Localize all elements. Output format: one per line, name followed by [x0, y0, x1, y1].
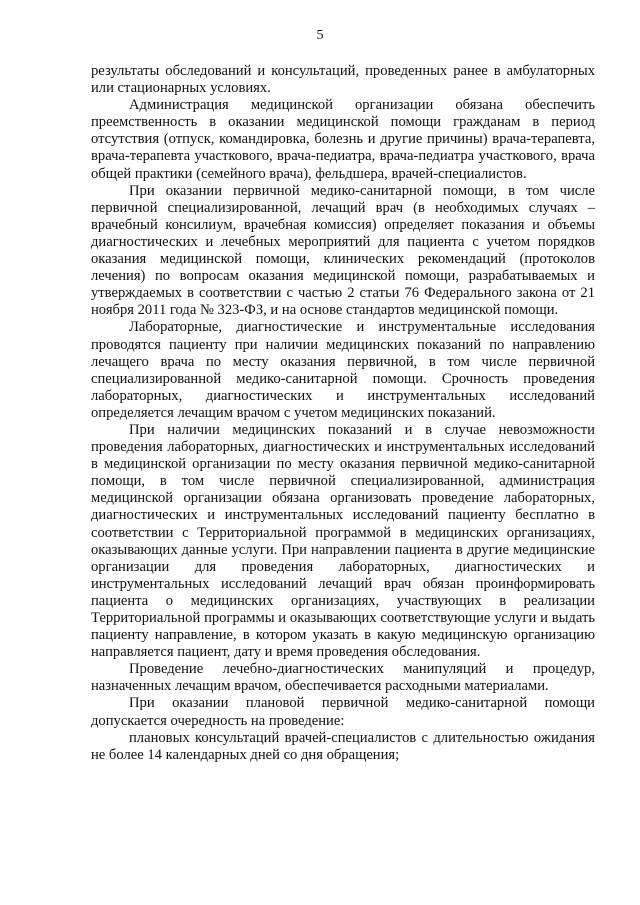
paragraph-referral-other-organizations: При наличии медицинских показаний и в случае невозможности проведения лабораторных, диагностических и инструментальных исследований в медицинской организации по месту оказания первичной медико-санитарной помощи, в том числе первичной специализированной, администрация медицинской организации обязана организовать проведение лабораторных, диагностических и инструментальных исследований пациенту бесплатно в соответствии с Территориальной программой в медицинских организациях, оказывающих данные услуги. При направлении пациента в другие медицинские организации для проведения лабораторных, диагностических и инструментальных исследований лечащий врач обязан проинформировать пациента о медицинских организациях, участвующих в реализации Территориальной программы и оказывающих соответствующие услуги и выдать пациенту направление, в котором указать в какую медицинскую организацию направляется пациент, дату и время проведения обследования. — [91, 421, 595, 661]
page-number: 5 — [316, 28, 324, 43]
paragraph-continuity-of-care: Администрация медицинской организации обязана обеспечить преемственность в оказании медицинской помощи гражданам в период отсутствия (отпуск, командировка, болезнь и другие причины) врача-терапевта, врача-терапевта участкового, врача-педиатра, врача-педиатра участкового, врача общей практики (семейного врача), фельдшера, врачей-специалистов. — [91, 97, 595, 182]
paragraph-primary-care-indications: При оказании первичной медико-санитарной помощи, в том числе первичной специализированной, лечащий врач (в необходимых случаях – врачебный консилиум, врачебная комиссия) определяет показания и объемы диагностических и лечебных мероприятий для пациента с учетом порядков оказания медицинской помощи, клинических рекомендаций (протоколов лечения) по вопросам оказания медицинской помощи, разрабатываемых и утверждаемых в соответствии с частью 2 статьи 76 Федерального закона от 21 ноября 2011 года № 323-ФЗ, и на основе стандартов медицинской помощи. — [91, 182, 595, 319]
paragraph-laboratory-studies: Лабораторные, диагностические и инструментальные исследования проводятся пациенту при наличии медицинских показаний по направлению лечащего врача по месту оказания первичной, в том числе первичной специализированной медико-санитарной помощи. Срочность проведения лабораторных, диагностических и инструментальных исследований определяется лечащим врачом с учетом медицинских показаний. — [91, 319, 595, 421]
paragraph-consumables: Проведение лечебно-диагностических манипуляций и процедур, назначенных лечащим врачом, обеспечивается расходными материалами. — [91, 661, 595, 695]
document-body — [91, 63, 595, 764]
paragraph-planned-care-queue: При оказании плановой первичной медико-санитарной помощи допускается очередность на проведение: — [91, 695, 595, 729]
paragraph-specialist-consultations: плановых консультаций врачей-специалистов с длительностью ожидания не более 14 календарных дней со дня обращения; — [91, 729, 595, 763]
paragraph-continuation: результаты обследований и консультаций, проведенных ранее в амбулаторных или стационарных условиях. — [91, 63, 595, 97]
